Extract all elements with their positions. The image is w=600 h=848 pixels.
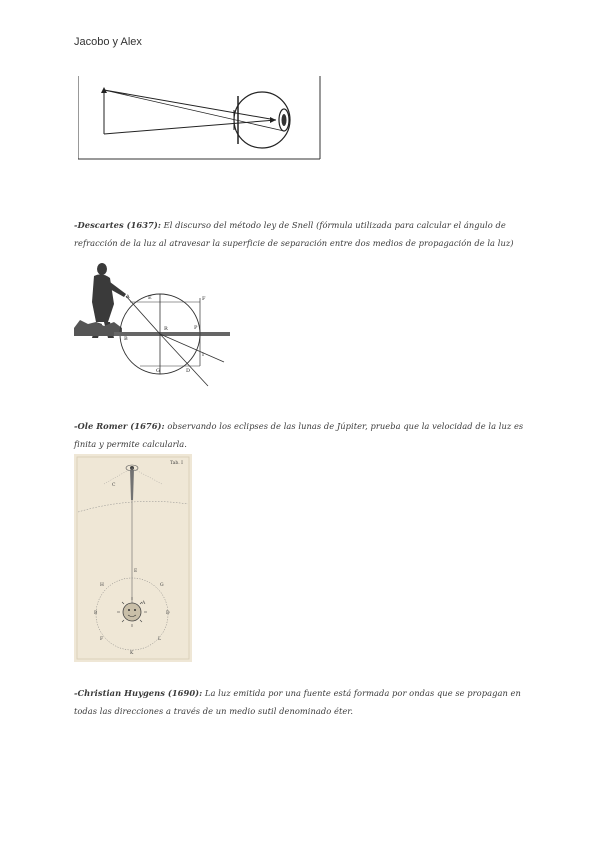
- label-A: A: [126, 294, 130, 300]
- section-body: observando los eclipses de las lunas de Júpiter, prueba que la velocidad de la luz es finita y permite calcularla.: [74, 421, 524, 449]
- section-body: La luz emitida por una fuente está formada por ondas que se propagan en todas las direcciones a través de un medio sutil denominado éter.: [74, 688, 521, 716]
- label-K: K: [130, 651, 134, 656]
- label-G: G: [160, 583, 164, 588]
- label-D: D: [166, 611, 170, 616]
- label-F: F: [202, 296, 206, 302]
- romer-jupiter-figure: [74, 454, 192, 662]
- label-P: P: [194, 325, 198, 331]
- label-D: D: [186, 368, 191, 374]
- label-R: R: [164, 326, 168, 332]
- label-E: E: [148, 295, 152, 301]
- label-H: H: [100, 583, 104, 588]
- header-authors: Jacobo y Alex: [74, 36, 142, 48]
- eye-diagram-figure: [78, 76, 322, 160]
- label-C: C: [112, 483, 116, 488]
- section-descartes: [74, 216, 534, 252]
- tab-label: Tab. I: [170, 461, 183, 466]
- label-L: L: [158, 637, 161, 642]
- section-lead: -Ole Romer (1676):: [74, 421, 165, 431]
- label-I: I: [202, 352, 204, 358]
- section-lead: -Christian Huygens (1690):: [74, 688, 203, 698]
- label-F: F: [100, 637, 104, 642]
- label-B: B: [94, 611, 98, 616]
- section-romer: [74, 417, 534, 453]
- label-A: A: [142, 601, 146, 606]
- section-huygens: [74, 684, 534, 720]
- label-B: B: [124, 336, 128, 342]
- label-G: G: [156, 368, 160, 374]
- label-E: E: [134, 569, 138, 574]
- section-body: El discurso del método ley de Snell (fórmula utilizada para calcular el ángulo de refracción de la luz al atravesar la superficie de separación entre dos medios de propagación de la luz): [74, 220, 514, 248]
- section-lead: -Descartes (1637):: [74, 220, 161, 230]
- descartes-refraction-figure: [74, 262, 234, 390]
